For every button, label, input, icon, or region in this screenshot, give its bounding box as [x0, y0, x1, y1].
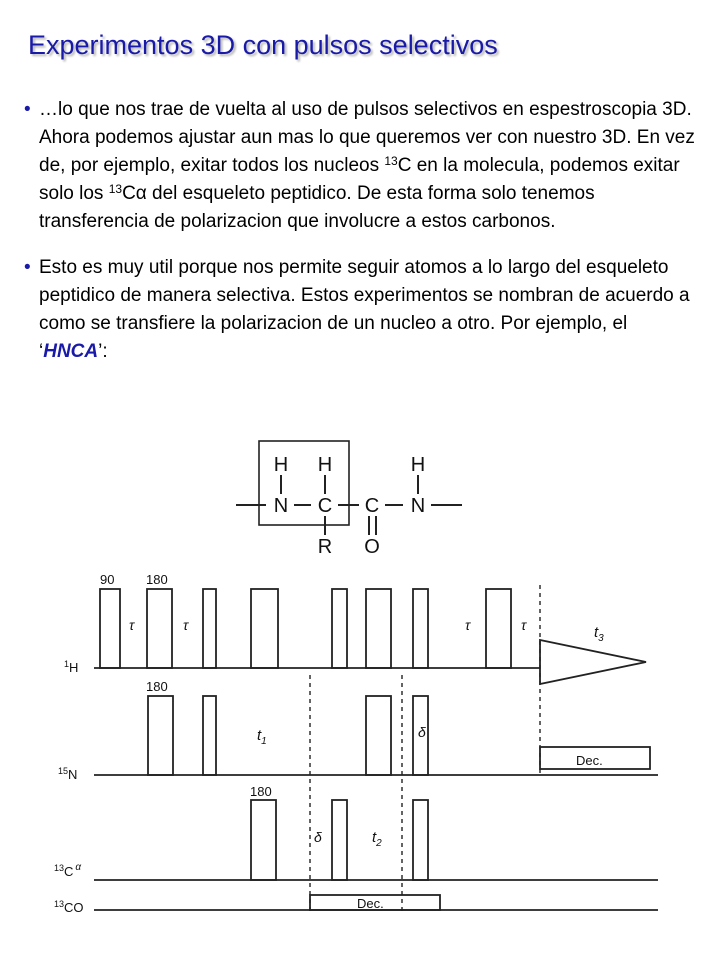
selection-box	[259, 441, 349, 525]
hnca-emphasis: HNCA	[43, 341, 99, 362]
n-pulse-b	[203, 696, 216, 775]
atom-c-carbonyl: C	[364, 495, 380, 517]
h-pulse-90	[100, 589, 120, 668]
label-180-ca: 180	[250, 784, 272, 799]
channel-13co: $^{13}$CO	[54, 899, 84, 915]
label-dec-n: Dec.	[576, 753, 603, 768]
bullet-2-text-a: Esto es muy util porque nos permite seguir atomos a lo largo del esqueleto peptidico de manera selectiva. Estos experimentos se nombran de acuerdo a como se transfiere la polarizacion de un nucleo a otro. Por ejemplo, el ‘	[39, 257, 690, 362]
n-pulse-c	[366, 696, 391, 775]
atom-n1: N	[273, 495, 289, 517]
channel-13ca: $^{13}$C $^\alpha$	[54, 862, 82, 879]
label-tau-1: τ	[129, 617, 135, 633]
atom-o: O	[364, 536, 380, 558]
bullet-2-text-c: ’:	[98, 341, 108, 362]
ca-pulse-c	[413, 800, 428, 880]
atom-h3: H	[410, 454, 426, 476]
atom-c-alpha: C	[317, 495, 333, 517]
atom-h2: H	[317, 454, 333, 476]
label-dec-co: Dec.	[357, 896, 384, 911]
bullet-1-text-b: C en la molecula, podemos exitar solo los	[39, 155, 680, 204]
label-t1: $t_1$	[257, 727, 267, 747]
label-180-h: 180	[146, 572, 168, 587]
atom-n2: N	[410, 495, 426, 517]
h-pulse-d	[332, 589, 347, 668]
channel-15n: $^{15}$N	[58, 766, 78, 782]
label-delta-1: δ	[418, 724, 426, 740]
label-tau-3: τ	[465, 617, 471, 633]
h-pulse-g	[486, 589, 511, 668]
h-pulse-e	[366, 589, 391, 668]
ca-pulse-180	[251, 800, 276, 880]
peptide-structure	[236, 441, 462, 535]
pulse-labels	[100, 572, 604, 911]
h-pulse-f	[413, 589, 428, 668]
pulse-sequence	[94, 585, 658, 912]
label-delta-2: δ	[314, 829, 322, 845]
label-180-n: 180	[146, 679, 168, 694]
label-t3: $t_3$	[594, 624, 604, 644]
channel-1h: $^1$H	[64, 659, 79, 675]
bullet-1-sup-2: 13	[108, 182, 123, 196]
fid-acquisition	[540, 640, 646, 684]
label-tau-2: τ	[183, 617, 189, 633]
label-tau-4: τ	[521, 617, 527, 633]
h-pulse-b	[203, 589, 216, 668]
h-pulse-180-a	[147, 589, 172, 668]
bullet-1-text-c: Cα del esqueleto peptidico. De esta forma solo tenemos transferencia de polarizacion que involucre a estos carbonos.	[39, 183, 595, 232]
label-t2: $t_2$	[372, 829, 382, 849]
slide-title: Experimentos 3D con pulsos selectivos	[28, 30, 498, 60]
label-90: 90	[100, 572, 115, 587]
atom-h1: H	[273, 454, 289, 476]
atom-r: R	[317, 536, 333, 558]
channel-labels	[54, 659, 84, 915]
ca-pulse-b	[332, 800, 347, 880]
bullet-1-text-a: …lo que nos trae de vuelta al uso de pulsos selectivos en espestroscopia 3D. Ahora podemos ajustar aun mas lo que queremos ver con nuestro 3D. En vez de, por ejemplo, exitar todos los nucleos	[39, 99, 695, 176]
bullet-1-sup-1: 13	[384, 154, 398, 168]
timing-guides	[310, 585, 540, 912]
n-pulse-180	[148, 696, 173, 775]
h-pulse-c	[251, 589, 278, 668]
